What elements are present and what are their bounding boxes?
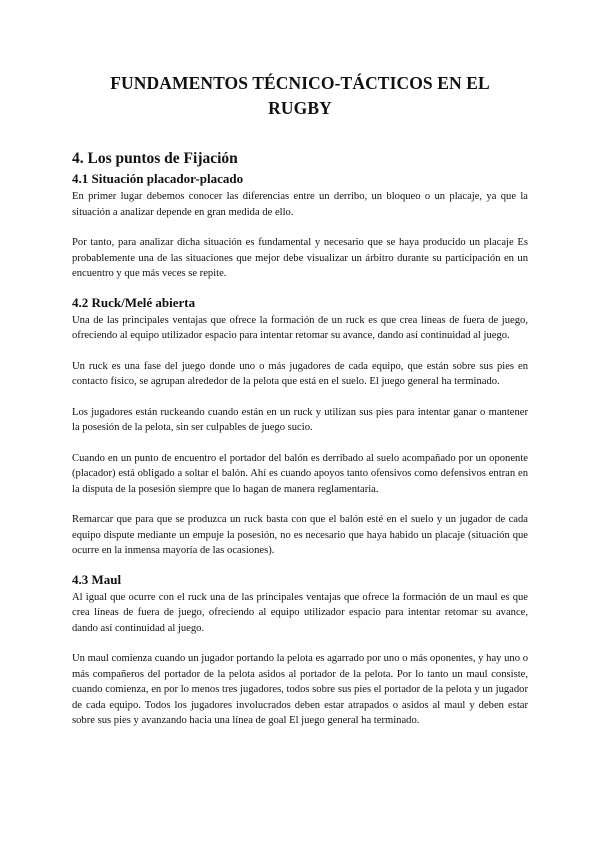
section-4-2-paragraph-2: Un ruck es una fase del juego donde uno o más jugadores de cada equipo, que están sobre sus pies en contacto físico, se agrupan alrededor de la pelota que está en el suelo. El juego general ha terminado.	[72, 360, 528, 387]
section-4-1-paragraph-1: En primer lugar debemos conocer las diferencias entre un derribo, un bloqueo o un placaje, ya que la situación a analizar depende en gran medida de ello.	[72, 191, 528, 218]
section-4-heading: 4. Los puntos de Fijación	[72, 150, 238, 167]
section-4-2-paragraph-4: Cuando en un punto de encuentro el portador del balón es derribado al suelo acompañado por un oponente (placador) está obligado a soltar el balón. Ahí es cuando apoyos tanto ofensivos como defensivos entran en la disputa de la posesión siempre que lo hagan de manera reglamentaria.	[72, 452, 528, 495]
section-4-2-paragraph-1: Una de las principales ventajas que ofrece la formación de un ruck es que crea líneas de fuera de juego, ofreciendo al equipo utilizador espacio para intentar retomar su avance, dando así continuidad al juego.	[72, 314, 528, 341]
section-4-3-heading: 4.3 Maul	[72, 571, 122, 587]
document-title	[72, 71, 528, 121]
section-4-1-heading: 4.1 Situación placador-placado	[72, 171, 244, 186]
section-4-3-paragraph-2: Un maul comienza cuando un jugador portando la pelota es agarrado por uno o más oponentes, y hay uno o más compañeros del portador de la pelota asidos al portador de la pelota. Por lo tanto un maul consiste, cuando comienza, en por lo menos tres jugadores, todos sobre sus pies el portador de la pelota y un jugador de cada equipo. Todos los jugadores involucrados deben estar atrapados o asidos al maul y deben estar sobre sus pies y avanzando hacia una línea de goal El juego general ha terminado.	[72, 653, 528, 726]
section-4-2-paragraph-3: Los jugadores están ruckeando cuando están en un ruck y utilizan sus pies para intentar ganar o mantener la posesión de la pelota, sin ser culpables de juego sucio.	[72, 406, 528, 433]
title-line-2: RUGBY	[268, 98, 332, 118]
title-line-1: FUNDAMENTOS TÉCNICO-TÁCTICOS EN EL	[110, 73, 490, 93]
section-4-1-paragraph-2: Por tanto, para analizar dicha situación es fundamental y necesario que se haya producido un placaje Es probablemente una de las situaciones que mejor debe visualizar un árbitro durante su participación en un encuentro y que más veces se repite.	[72, 237, 528, 279]
section-4-2-paragraph-5: Remarcar que para que se produzca un ruck basta con que el balón esté en el suelo y un jugador de cada equipo dispute mediante un empuje la posesión, no es necesario que haya habido un placaje (situación que ocurre en la inmensa mayoría de las ocasiones).	[72, 514, 528, 556]
section-4-3-paragraph-1: Al igual que ocurre con el ruck una de las principales ventajas que ofrece la formación de un maul es que crea líneas de fuera de juego, ofreciendo al equipo utilizador espacio para intentar retomar su avance, dando así continuidad al juego.	[72, 591, 528, 634]
section-4-2-heading: 4.2 Ruck/Melé abierta	[72, 294, 196, 310]
